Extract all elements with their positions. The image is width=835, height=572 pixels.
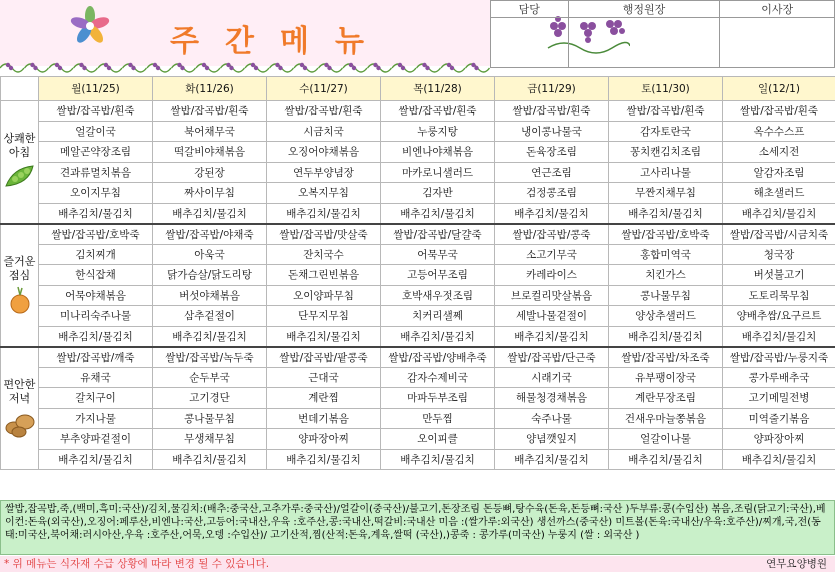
day-header: 토(11/30)	[609, 77, 723, 101]
menu-cell: 양파장아찌	[723, 429, 835, 450]
menu-cell: 배추김치/물김치	[495, 449, 609, 470]
page-title: 주간메뉴	[170, 24, 390, 59]
table-row	[1, 388, 835, 409]
menu-cell: 소세지전	[723, 142, 835, 163]
menu-cell: 알감자조림	[723, 162, 835, 183]
menu-cell: 콩나물무침	[609, 285, 723, 306]
sign-box-chairman	[720, 18, 835, 68]
menu-cell: 꽁치캔김치조림	[609, 142, 723, 163]
menu-cell: 감자수제비국	[381, 367, 495, 388]
menu-cell: 배추김치/물김치	[495, 326, 609, 347]
menu-cell: 카레라이스	[495, 265, 609, 286]
menu-cell: 세발나물겉절이	[495, 306, 609, 327]
menu-cell: 쌀밥/잡곡밥/흰죽	[609, 101, 723, 122]
menu-cell: 배추김치/물김치	[153, 203, 267, 224]
menu-cell: 미역줄기볶음	[723, 408, 835, 429]
menu-cell: 배추김치/물김치	[495, 203, 609, 224]
menu-cell: 치커리샐쩨	[381, 306, 495, 327]
menu-cell: 김치찌개	[39, 244, 153, 265]
menu-cell: 치킨가스	[609, 265, 723, 286]
menu-cell: 고기메밀전병	[723, 388, 835, 409]
table-row	[1, 265, 835, 286]
menu-cell: 삼추겉절이	[153, 306, 267, 327]
potato-icon	[3, 408, 37, 438]
pea-pod-icon	[3, 162, 37, 192]
change-warning: * 위 메뉴는 식자재 수급 상황에 따라 변경 될 수 있습니다.	[4, 558, 270, 570]
menu-cell: 쌀밥/잡곡밥/양배추죽	[381, 347, 495, 368]
menu-cell: 건새우마늘쫑볶음	[609, 408, 723, 429]
onion-icon	[3, 285, 37, 315]
menu-cell: 가지나물	[39, 408, 153, 429]
meal-label	[1, 224, 39, 347]
menu-cell: 배추김치/물김치	[267, 326, 381, 347]
menu-cell: 아욱국	[153, 244, 267, 265]
meal-label-text: 즐거운	[3, 255, 36, 268]
organization-name: 연무요양병원	[766, 558, 827, 570]
header	[0, 0, 835, 66]
meal-label-text: 편안한	[3, 378, 36, 392]
menu-cell: 도토리묵무침	[723, 285, 835, 306]
menu-cell: 홍합미역국	[609, 244, 723, 265]
menu-cell: 해물청경채볶음	[495, 388, 609, 409]
menu-cell: 비엔나야채볶음	[381, 142, 495, 163]
sign-label-manager: 담당	[491, 1, 569, 18]
sign-label-chairman: 이사장	[720, 1, 835, 18]
approval-table	[490, 0, 835, 68]
menu-cell: 유채국	[39, 367, 153, 388]
corner-cell	[1, 77, 39, 101]
menu-cell: 쌀밥/잡곡밥/맛살죽	[267, 224, 381, 245]
menu-cell: 배추김치/물김치	[39, 449, 153, 470]
menu-cell: 무짠지채무침	[609, 183, 723, 204]
menu-cell: 견과류멸치볶음	[39, 162, 153, 183]
menu-cell: 오이지무침	[39, 183, 153, 204]
menu-cell: 오복지무침	[267, 183, 381, 204]
meal-label-text: 점심	[8, 269, 31, 282]
logo-icon	[68, 4, 112, 48]
table-row	[1, 224, 835, 245]
menu-cell: 쌀밥/잡곡밥/호박죽	[609, 224, 723, 245]
meal-label-text: 저녁	[8, 392, 31, 406]
menu-cell: 북어채무국	[153, 121, 267, 142]
table-row	[1, 306, 835, 327]
menu-cell: 어묵무국	[381, 244, 495, 265]
menu-cell: 숙주나물	[495, 408, 609, 429]
menu-cell: 오징어야채볶음	[267, 142, 381, 163]
menu-cell: 배추김치/물김치	[609, 326, 723, 347]
menu-cell: 배추김치/물김치	[153, 326, 267, 347]
day-header-row	[1, 77, 835, 101]
table-row	[1, 285, 835, 306]
menu-cell: 배추김치/물김치	[39, 326, 153, 347]
menu-cell: 고기경단	[153, 388, 267, 409]
meal-label	[1, 347, 39, 470]
menu-cell: 오이피클	[381, 429, 495, 450]
menu-cell: 양상추샐러드	[609, 306, 723, 327]
table-row	[1, 244, 835, 265]
menu-cell: 쌀밥/잡곡밥/흰죽	[381, 101, 495, 122]
menu-cell: 양념깻잎지	[495, 429, 609, 450]
menu-cell: 배추김치/물김치	[723, 449, 835, 470]
menu-cell: 배추김치/물김치	[723, 326, 835, 347]
menu-cell: 쌀밥/잡곡밥/달걀죽	[381, 224, 495, 245]
menu-cell: 쌀밥/잡곡밥/콩죽	[495, 224, 609, 245]
menu-cell: 오이양파무침	[267, 285, 381, 306]
menu-cell: 쌀밥/잡곡밥/흰죽	[723, 101, 835, 122]
menu-cell: 쌀밥/잡곡밥/야채죽	[153, 224, 267, 245]
menu-cell: 쌀밥/잡곡밥/누룽지죽	[723, 347, 835, 368]
menu-cell: 갈치구이	[39, 388, 153, 409]
decorative-border	[0, 56, 490, 74]
menu-cell: 한식잡채	[39, 265, 153, 286]
menu-cell: 강된장	[153, 162, 267, 183]
day-header: 금(11/29)	[495, 77, 609, 101]
menu-cell: 연근조림	[495, 162, 609, 183]
menu-cell: 번데기볶음	[267, 408, 381, 429]
menu-cell: 호박새우젓조림	[381, 285, 495, 306]
menu-cell: 고사리나물	[609, 162, 723, 183]
table-row	[1, 101, 835, 122]
day-header: 일(12/1)	[723, 77, 835, 101]
menu-cell: 고등어무조림	[381, 265, 495, 286]
menu-cell: 청국장	[723, 244, 835, 265]
menu-cell: 어묵야채볶음	[39, 285, 153, 306]
menu-cell: 콩나물무침	[153, 408, 267, 429]
menu-cell: 해초샐러드	[723, 183, 835, 204]
menu-cell: 검정콩조림	[495, 183, 609, 204]
menu-cell: 양파장아찌	[267, 429, 381, 450]
menu-cell: 배추김치/물김치	[39, 203, 153, 224]
weekly-menu-table	[0, 76, 835, 470]
menu-cell: 배추김치/물김치	[609, 203, 723, 224]
origin-note: 쌀밥,잡곡밥,죽,(백미,흑미:국산)/김치,물김치:(배추:중국산,고추가루:중국산)/얼갈이(중국산)/불고기,돈장조림 돈등뼈,탕수육(돈육,돈등뼈:국산 )두부류:콩(수입산) 볶음,조림(닭고기:국산),베이컨:돈육(외국산),오징어:페루산,비엔나:국산,고등어:국내산,우육 :호주산,콩:국내산,떡갈비:국내산 미음 :(쌀가루:외국산) 생선까스(중국산) 미트볼(돈육:국내산/우육:호주산)/찌개,국,전(동태:미국산,북어채:러시아산,우육 :호주산,어묵,오뎅 :수입산)/ 고기산적,찜(산적:돈육,계육,쌀떡 (국산),)콩죽 : 콩가루(미국산) 누룽지 (쌀 : 외국산 )	[0, 500, 835, 555]
menu-cell: 연두부양념장	[267, 162, 381, 183]
menu-cell: 버섯불고기	[723, 265, 835, 286]
menu-cell: 배추김치/물김치	[609, 449, 723, 470]
menu-cell: 부추양파겉절이	[39, 429, 153, 450]
menu-cell: 만두찜	[381, 408, 495, 429]
menu-cell: 계란찜	[267, 388, 381, 409]
menu-cell: 김자반	[381, 183, 495, 204]
menu-cell: 소고기무국	[495, 244, 609, 265]
menu-cell: 쌀밥/잡곡밥/깨죽	[39, 347, 153, 368]
table-row	[1, 121, 835, 142]
menu-cell: 배추김치/물김치	[381, 326, 495, 347]
menu-cell: 시래기국	[495, 367, 609, 388]
sign-box-admin-director	[568, 18, 720, 68]
menu-cell: 무생채무침	[153, 429, 267, 450]
menu-cell: 쌀밥/잡곡밥/호박죽	[39, 224, 153, 245]
menu-cell: 쌀밥/잡곡밥/차조죽	[609, 347, 723, 368]
sign-box-manager	[491, 18, 569, 68]
menu-cell: 유부팽이장국	[609, 367, 723, 388]
menu-cell: 잔치국수	[267, 244, 381, 265]
menu-cell: 배추김치/물김치	[153, 449, 267, 470]
menu-cell: 메알곤약장조림	[39, 142, 153, 163]
meal-label-text: 아침	[8, 145, 31, 159]
menu-cell: 떡갈비야채볶음	[153, 142, 267, 163]
menu-cell: 배추김치/물김치	[267, 203, 381, 224]
menu-cell: 닭가슴살/닭도리탕	[153, 265, 267, 286]
menu-cell: 미나리숙주나물	[39, 306, 153, 327]
day-header: 월(11/25)	[39, 77, 153, 101]
menu-cell: 근대국	[267, 367, 381, 388]
table-row	[1, 183, 835, 204]
menu-cell: 배추김치/물김치	[381, 449, 495, 470]
menu-cell: 순두부국	[153, 367, 267, 388]
table-row	[1, 326, 835, 347]
sign-label-admin-director: 행정원장	[568, 1, 720, 18]
day-header: 목(11/28)	[381, 77, 495, 101]
meal-label-text: 상쾌한	[3, 131, 36, 145]
menu-cell: 버섯야채볶음	[153, 285, 267, 306]
menu-cell: 콩가루배추국	[723, 367, 835, 388]
menu-cell: 양배추쌈/요구르트	[723, 306, 835, 327]
menu-cell: 배추김치/물김치	[381, 203, 495, 224]
table-row	[1, 408, 835, 429]
table-row	[1, 162, 835, 183]
menu-cell: 쌀밥/잡곡밥/팥콩죽	[267, 347, 381, 368]
bottom-bar	[0, 556, 835, 572]
table-row	[1, 449, 835, 470]
menu-cell: 감자토란국	[609, 121, 723, 142]
menu-cell: 냉이콩나물국	[495, 121, 609, 142]
menu-cell: 단무지무침	[267, 306, 381, 327]
menu-cell: 마카로니샐러드	[381, 162, 495, 183]
day-header: 수(11/27)	[267, 77, 381, 101]
table-row	[1, 429, 835, 450]
menu-cell: 마파두부조림	[381, 388, 495, 409]
table-row	[1, 142, 835, 163]
menu-cell: 돈육장조림	[495, 142, 609, 163]
menu-cell: 쌀밥/잡곡밥/흰죽	[39, 101, 153, 122]
menu-cell: 배추김치/물김치	[723, 203, 835, 224]
menu-cell: 짜사이무침	[153, 183, 267, 204]
menu-cell: 쌀밥/잡곡밥/흰죽	[267, 101, 381, 122]
menu-cell: 쌀밥/잡곡밥/흰죽	[495, 101, 609, 122]
menu-cell: 쌀밥/잡곡밥/시금치죽	[723, 224, 835, 245]
menu-cell: 얼갈이국	[39, 121, 153, 142]
table-row	[1, 367, 835, 388]
menu-cell: 쌀밥/잡곡밥/흰죽	[153, 101, 267, 122]
menu-cell: 브로컬리맛살볶음	[495, 285, 609, 306]
menu-cell: 시금치국	[267, 121, 381, 142]
menu-cell: 돈채그린빈볶음	[267, 265, 381, 286]
menu-cell: 옥수수스프	[723, 121, 835, 142]
menu-cell: 누룽지탕	[381, 121, 495, 142]
day-header: 화(11/26)	[153, 77, 267, 101]
menu-cell: 계란무장조림	[609, 388, 723, 409]
menu-cell: 쌀밥/잡곡밥/녹두죽	[153, 347, 267, 368]
table-row	[1, 203, 835, 224]
menu-cell: 배추김치/물김치	[267, 449, 381, 470]
meal-label	[1, 101, 39, 224]
menu-cell: 얼갈이나물	[609, 429, 723, 450]
table-row	[1, 347, 835, 368]
menu-cell: 쌀밥/잡곡밥/단근죽	[495, 347, 609, 368]
